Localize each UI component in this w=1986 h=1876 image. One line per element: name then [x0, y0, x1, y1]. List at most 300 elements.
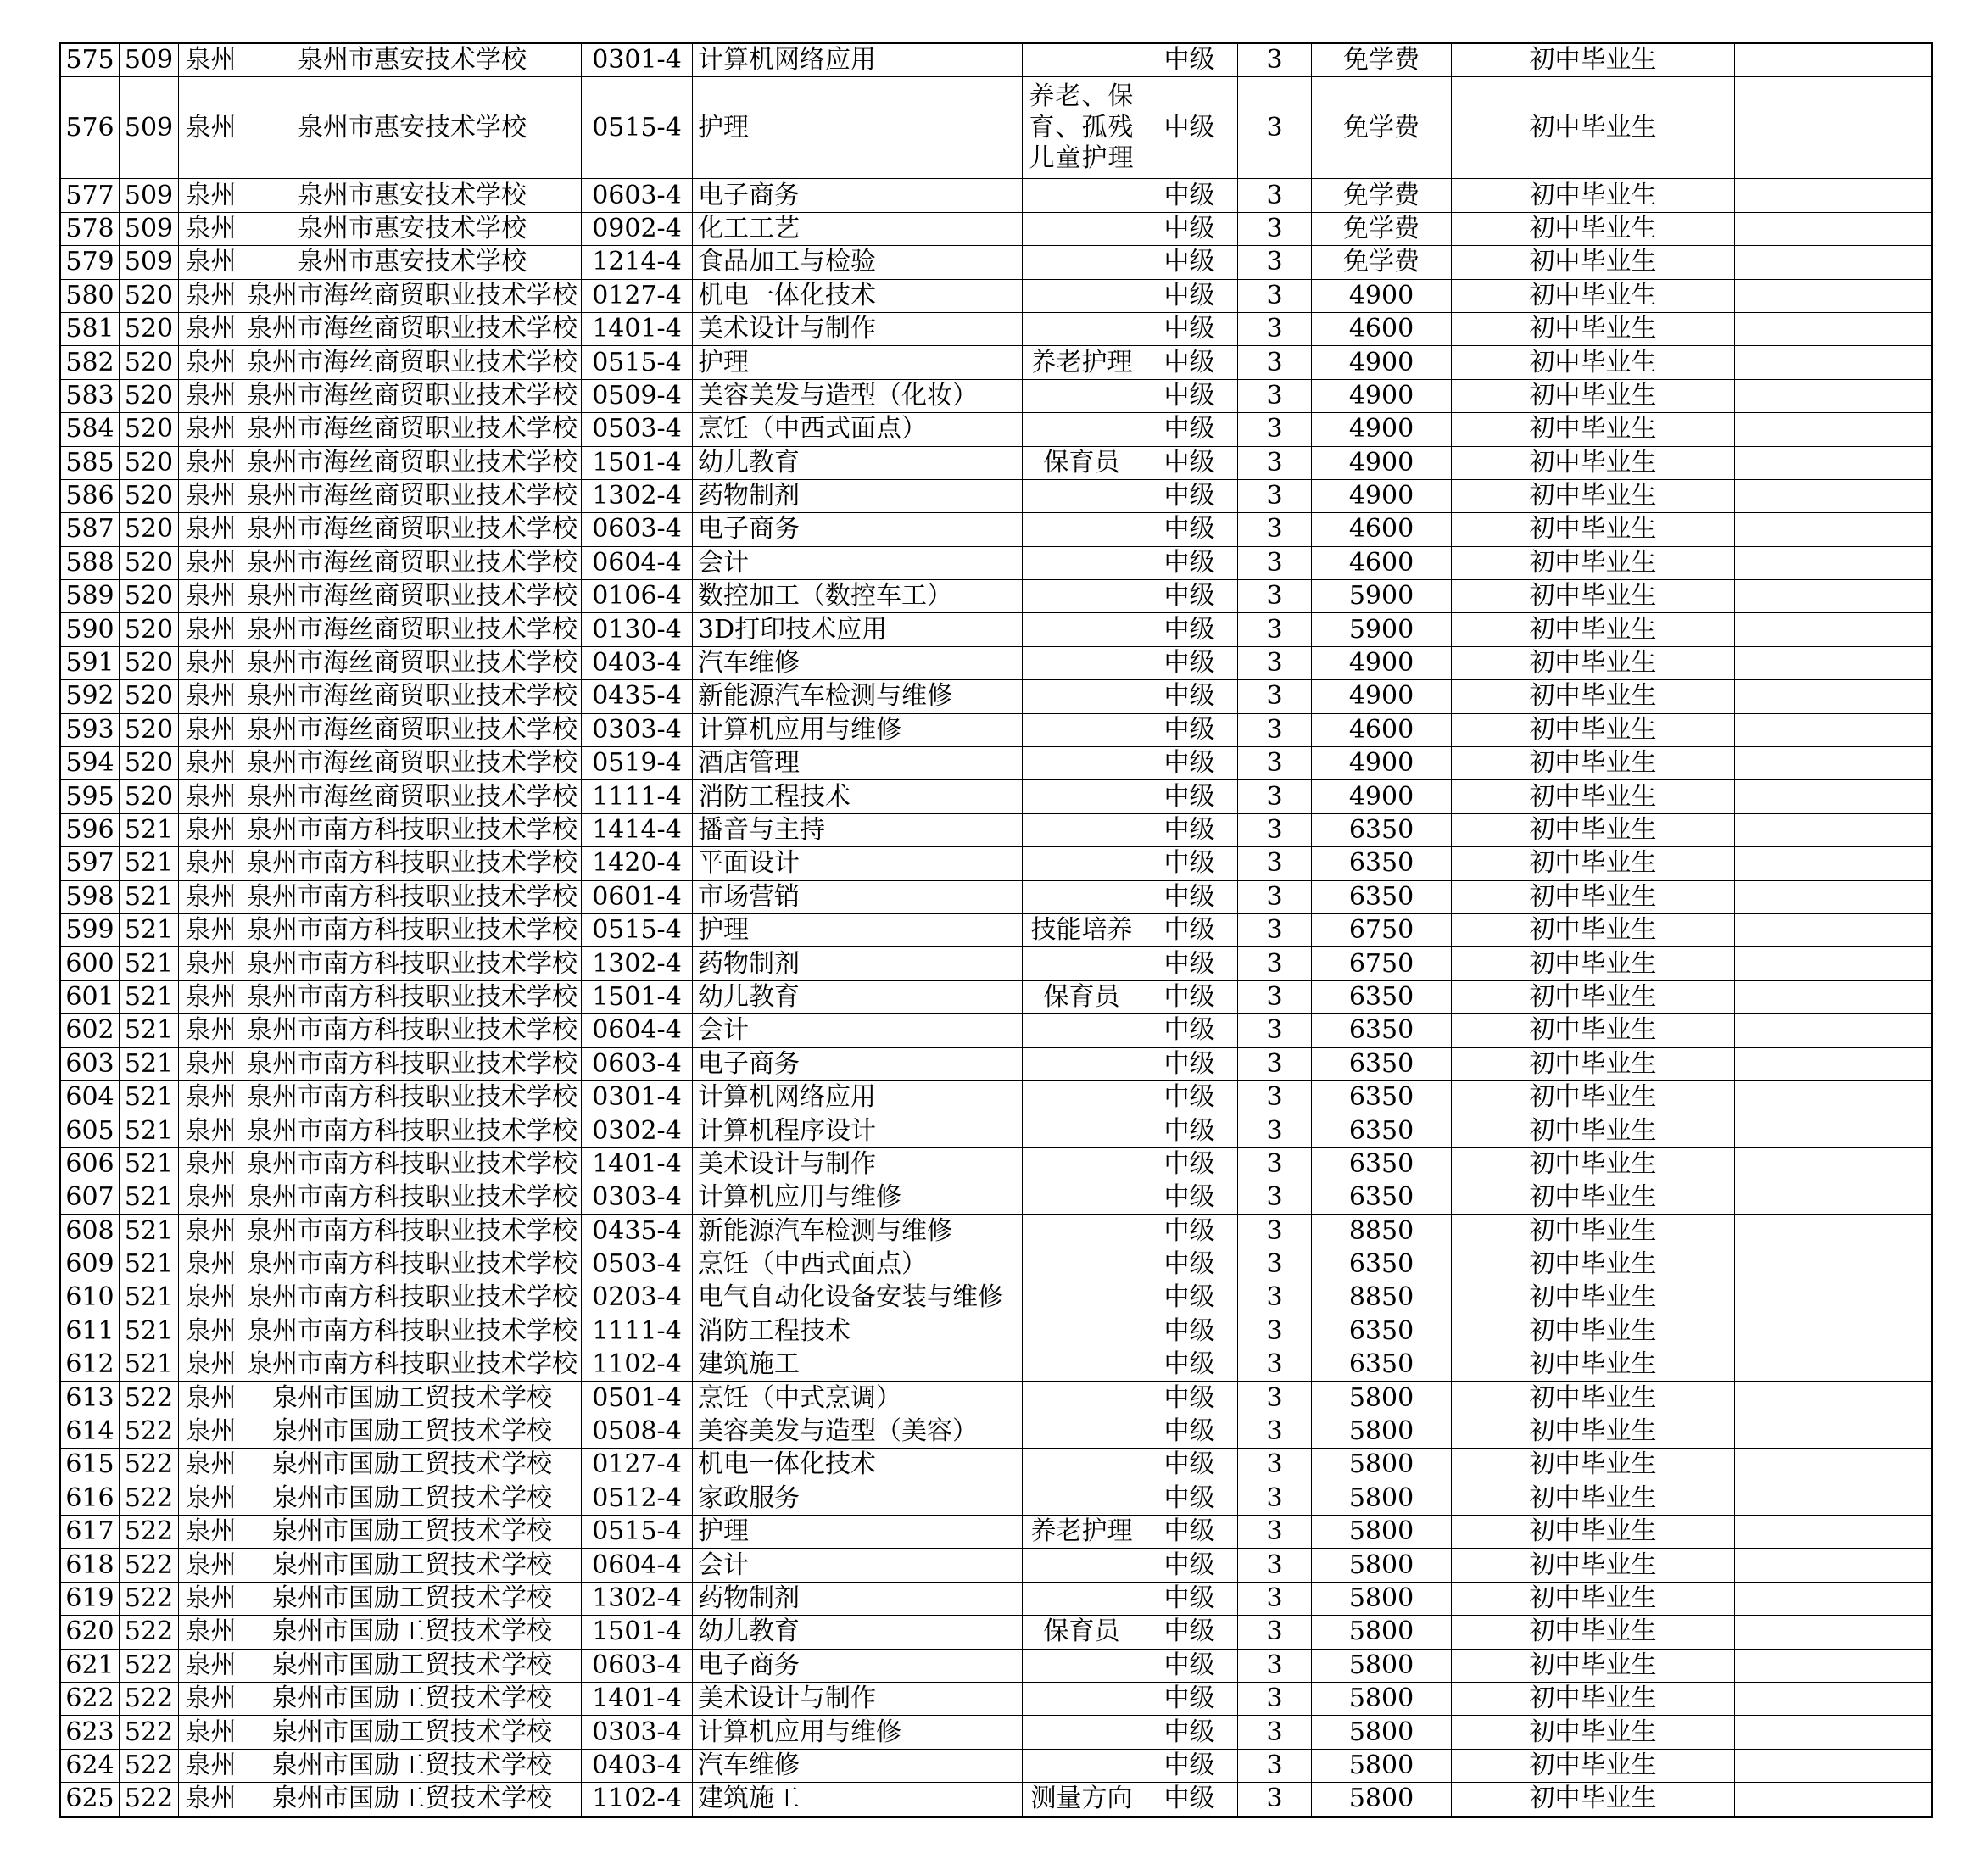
row-number-cell: 579 — [60, 246, 120, 279]
table-row — [60, 1114, 1933, 1147]
enrollment-target-cell: 初中毕业生 — [1452, 1181, 1735, 1214]
city-cell: 泉州 — [179, 413, 243, 446]
table-row — [60, 980, 1933, 1013]
level-cell: 中级 — [1141, 1315, 1238, 1348]
school-code-cell: 509 — [120, 212, 179, 245]
tuition-cell: 4600 — [1312, 713, 1452, 746]
tuition-cell: 6750 — [1312, 947, 1452, 980]
major-name-cell: 电子商务 — [693, 179, 1023, 212]
major-code-cell: 0603-4 — [582, 513, 693, 546]
table-row — [60, 212, 1933, 245]
city-cell: 泉州 — [179, 1549, 243, 1582]
school-name-cell: 泉州市海丝商贸职业技术学校 — [243, 546, 582, 579]
remarks-cell — [1735, 1214, 1933, 1248]
enrollment-target-cell: 初中毕业生 — [1452, 1382, 1735, 1415]
enrollment-target-cell: 初中毕业生 — [1452, 1415, 1735, 1448]
row-number-cell: 600 — [60, 947, 120, 980]
table-row — [60, 1348, 1933, 1382]
years-cell: 3 — [1238, 1348, 1312, 1382]
table-row — [60, 312, 1933, 345]
major-name-cell: 3D打印技术应用 — [693, 613, 1023, 646]
school-code-cell: 521 — [120, 1080, 179, 1114]
city-cell: 泉州 — [179, 77, 243, 179]
school-code-cell: 520 — [120, 713, 179, 746]
school-name-cell: 泉州市海丝商贸职业技术学校 — [243, 680, 582, 713]
level-cell: 中级 — [1141, 747, 1238, 780]
table-row — [60, 1682, 1933, 1715]
level-cell: 中级 — [1141, 1080, 1238, 1114]
row-number-cell: 594 — [60, 747, 120, 780]
major-name-cell: 消防工程技术 — [693, 780, 1023, 813]
city-cell: 泉州 — [179, 1047, 243, 1080]
direction-note-cell — [1023, 1716, 1141, 1749]
remarks-cell — [1735, 780, 1933, 813]
major-code-cell: 1501-4 — [582, 980, 693, 1013]
tuition-cell: 6350 — [1312, 847, 1452, 880]
tuition-cell: 免学费 — [1312, 179, 1452, 212]
level-cell: 中级 — [1141, 680, 1238, 713]
direction-note-cell — [1023, 479, 1141, 512]
school-code-cell: 521 — [120, 847, 179, 880]
tuition-cell: 6350 — [1312, 1014, 1452, 1047]
city-cell: 泉州 — [179, 312, 243, 345]
school-code-cell: 520 — [120, 546, 179, 579]
table-row — [60, 1315, 1933, 1348]
city-cell: 泉州 — [179, 880, 243, 913]
school-code-cell: 522 — [120, 1783, 179, 1817]
major-name-cell: 护理 — [693, 1516, 1023, 1549]
years-cell: 3 — [1238, 413, 1312, 446]
school-name-cell: 泉州市海丝商贸职业技术学校 — [243, 747, 582, 780]
city-cell: 泉州 — [179, 1114, 243, 1147]
enrollment-target-cell: 初中毕业生 — [1452, 646, 1735, 679]
remarks-cell — [1735, 1516, 1933, 1549]
city-cell: 泉州 — [179, 1482, 243, 1515]
major-name-cell: 电子商务 — [693, 1047, 1023, 1080]
major-code-cell: 0503-4 — [582, 413, 693, 446]
major-name-cell: 烹饪（中式烹调） — [693, 1382, 1023, 1415]
major-name-cell: 幼儿教育 — [693, 446, 1023, 479]
tuition-cell: 4900 — [1312, 479, 1452, 512]
major-name-cell: 汽车维修 — [693, 646, 1023, 679]
school-name-cell: 泉州市国励工贸技术学校 — [243, 1783, 582, 1817]
row-number-cell: 604 — [60, 1080, 120, 1114]
enrollment-target-cell: 初中毕业生 — [1452, 1682, 1735, 1715]
direction-note-cell — [1023, 1549, 1141, 1582]
major-code-cell: 0601-4 — [582, 880, 693, 913]
direction-note-cell — [1023, 646, 1141, 679]
remarks-cell — [1735, 1749, 1933, 1782]
major-name-cell: 护理 — [693, 77, 1023, 179]
remarks-cell — [1735, 1181, 1933, 1214]
remarks-cell — [1735, 947, 1933, 980]
direction-note-cell — [1023, 513, 1141, 546]
school-name-cell: 泉州市国励工贸技术学校 — [243, 1716, 582, 1749]
level-cell: 中级 — [1141, 1281, 1238, 1315]
school-code-cell: 521 — [120, 1181, 179, 1214]
major-code-cell: 1302-4 — [582, 1582, 693, 1615]
direction-note-cell — [1023, 1047, 1141, 1080]
years-cell: 3 — [1238, 1649, 1312, 1682]
major-name-cell: 计算机网络应用 — [693, 1080, 1023, 1114]
years-cell: 3 — [1238, 680, 1312, 713]
level-cell: 中级 — [1141, 913, 1238, 946]
years-cell: 3 — [1238, 1549, 1312, 1582]
remarks-cell — [1735, 1482, 1933, 1515]
major-name-cell: 新能源汽车检测与维修 — [693, 1214, 1023, 1248]
school-code-cell: 520 — [120, 446, 179, 479]
major-name-cell: 计算机应用与维修 — [693, 1181, 1023, 1214]
row-number-cell: 586 — [60, 479, 120, 512]
major-code-cell: 0501-4 — [582, 1382, 693, 1415]
row-number-cell: 584 — [60, 413, 120, 446]
row-number-cell: 596 — [60, 813, 120, 846]
direction-note-cell — [1023, 1682, 1141, 1715]
row-number-cell: 616 — [60, 1482, 120, 1515]
school-code-cell: 520 — [120, 312, 179, 345]
remarks-cell — [1735, 1582, 1933, 1615]
tuition-cell: 5800 — [1312, 1716, 1452, 1749]
school-name-cell: 泉州市国励工贸技术学校 — [243, 1749, 582, 1782]
major-code-cell: 0603-4 — [582, 1047, 693, 1080]
years-cell: 3 — [1238, 1716, 1312, 1749]
level-cell: 中级 — [1141, 346, 1238, 379]
tuition-cell: 5800 — [1312, 1682, 1452, 1715]
city-cell: 泉州 — [179, 346, 243, 379]
enrollment-target-cell: 初中毕业生 — [1452, 580, 1735, 613]
level-cell: 中级 — [1141, 77, 1238, 179]
years-cell: 3 — [1238, 43, 1312, 77]
enrollment-target-cell: 初中毕业生 — [1452, 312, 1735, 345]
school-name-cell: 泉州市国励工贸技术学校 — [243, 1516, 582, 1549]
school-code-cell: 521 — [120, 980, 179, 1013]
years-cell: 3 — [1238, 312, 1312, 345]
major-code-cell: 0508-4 — [582, 1415, 693, 1448]
city-cell: 泉州 — [179, 713, 243, 746]
major-code-cell: 0302-4 — [582, 1114, 693, 1147]
enrollment-target-cell: 初中毕业生 — [1452, 1582, 1735, 1615]
major-code-cell: 1302-4 — [582, 947, 693, 980]
enrollment-target-cell: 初中毕业生 — [1452, 1147, 1735, 1181]
table-row — [60, 413, 1933, 446]
tuition-cell: 6350 — [1312, 1047, 1452, 1080]
years-cell: 3 — [1238, 847, 1312, 880]
city-cell: 泉州 — [179, 1649, 243, 1682]
enrollment-target-cell: 初中毕业生 — [1452, 1749, 1735, 1782]
major-code-cell: 0515-4 — [582, 913, 693, 946]
school-code-cell: 522 — [120, 1749, 179, 1782]
tuition-cell: 8850 — [1312, 1281, 1452, 1315]
remarks-cell — [1735, 446, 1933, 479]
remarks-cell — [1735, 279, 1933, 312]
table-row — [60, 580, 1933, 613]
direction-note-cell — [1023, 246, 1141, 279]
tuition-cell: 6350 — [1312, 1080, 1452, 1114]
remarks-cell — [1735, 179, 1933, 212]
tuition-cell: 5800 — [1312, 1415, 1452, 1448]
years-cell: 3 — [1238, 1783, 1312, 1817]
enrollment-target-cell: 初中毕业生 — [1452, 1248, 1735, 1281]
enrollment-target-cell: 初中毕业生 — [1452, 43, 1735, 77]
remarks-cell — [1735, 1248, 1933, 1281]
table-row — [60, 1749, 1933, 1782]
table-row — [60, 1449, 1933, 1482]
city-cell: 泉州 — [179, 1014, 243, 1047]
tuition-cell: 5800 — [1312, 1482, 1452, 1515]
level-cell: 中级 — [1141, 980, 1238, 1013]
school-name-cell: 泉州市惠安技术学校 — [243, 212, 582, 245]
enrollment-target-cell: 初中毕业生 — [1452, 947, 1735, 980]
school-code-cell: 520 — [120, 580, 179, 613]
remarks-cell — [1735, 680, 1933, 713]
remarks-cell — [1735, 713, 1933, 746]
years-cell: 3 — [1238, 713, 1312, 746]
major-name-cell: 建筑施工 — [693, 1783, 1023, 1817]
tuition-cell: 5900 — [1312, 580, 1452, 613]
school-name-cell: 泉州市南方科技职业技术学校 — [243, 1348, 582, 1382]
level-cell: 中级 — [1141, 646, 1238, 679]
level-cell: 中级 — [1141, 1549, 1238, 1582]
school-code-cell: 522 — [120, 1382, 179, 1415]
level-cell: 中级 — [1141, 1248, 1238, 1281]
major-name-cell: 会计 — [693, 1014, 1023, 1047]
direction-note-cell — [1023, 312, 1141, 345]
major-code-cell: 1401-4 — [582, 1147, 693, 1181]
years-cell: 3 — [1238, 613, 1312, 646]
school-name-cell: 泉州市海丝商贸职业技术学校 — [243, 780, 582, 813]
school-code-cell: 521 — [120, 1281, 179, 1315]
table-row — [60, 1014, 1933, 1047]
enrollment-target-cell: 初中毕业生 — [1452, 513, 1735, 546]
row-number-cell: 577 — [60, 179, 120, 212]
level-cell: 中级 — [1141, 312, 1238, 345]
school-code-cell: 521 — [120, 813, 179, 846]
remarks-cell — [1735, 1014, 1933, 1047]
city-cell: 泉州 — [179, 212, 243, 245]
table-body — [60, 43, 1933, 1817]
direction-note-cell — [1023, 947, 1141, 980]
tuition-cell: 5800 — [1312, 1582, 1452, 1615]
tuition-cell: 免学费 — [1312, 77, 1452, 179]
direction-note-cell — [1023, 1415, 1141, 1448]
row-number-cell: 583 — [60, 379, 120, 412]
school-name-cell: 泉州市海丝商贸职业技术学校 — [243, 646, 582, 679]
tuition-cell: 4900 — [1312, 780, 1452, 813]
enrollment-target-cell: 初中毕业生 — [1452, 346, 1735, 379]
city-cell: 泉州 — [179, 246, 243, 279]
row-number-cell: 614 — [60, 1415, 120, 1448]
row-number-cell: 603 — [60, 1047, 120, 1080]
major-code-cell: 0301-4 — [582, 43, 693, 77]
table-row — [60, 1214, 1933, 1248]
major-name-cell: 烹饪（中西式面点） — [693, 1248, 1023, 1281]
school-code-cell: 522 — [120, 1482, 179, 1515]
direction-note-cell — [1023, 680, 1141, 713]
direction-note-cell: 测量方向 — [1023, 1783, 1141, 1817]
tuition-cell: 5800 — [1312, 1449, 1452, 1482]
direction-note-cell — [1023, 1114, 1141, 1147]
major-name-cell: 汽车维修 — [693, 1749, 1023, 1782]
school-code-cell: 509 — [120, 179, 179, 212]
city-cell: 泉州 — [179, 1315, 243, 1348]
school-code-cell: 520 — [120, 379, 179, 412]
years-cell: 3 — [1238, 1449, 1312, 1482]
school-code-cell: 520 — [120, 279, 179, 312]
row-number-cell: 624 — [60, 1749, 120, 1782]
major-code-cell: 1420-4 — [582, 847, 693, 880]
row-number-cell: 585 — [60, 446, 120, 479]
enrollment-target-cell: 初中毕业生 — [1452, 613, 1735, 646]
table-row — [60, 947, 1933, 980]
table-row — [60, 1415, 1933, 1448]
years-cell: 3 — [1238, 1315, 1312, 1348]
table-row — [60, 43, 1933, 77]
tuition-cell: 5800 — [1312, 1783, 1452, 1817]
row-number-cell: 601 — [60, 980, 120, 1013]
major-name-cell: 美容美发与造型（美容） — [693, 1415, 1023, 1448]
enrollment-target-cell: 初中毕业生 — [1452, 813, 1735, 846]
direction-note-cell — [1023, 1382, 1141, 1415]
tuition-cell: 6350 — [1312, 1181, 1452, 1214]
direction-note-cell — [1023, 880, 1141, 913]
school-name-cell: 泉州市海丝商贸职业技术学校 — [243, 312, 582, 345]
major-code-cell: 0301-4 — [582, 1080, 693, 1114]
remarks-cell — [1735, 813, 1933, 846]
table-row — [60, 1382, 1933, 1415]
major-name-cell: 护理 — [693, 346, 1023, 379]
remarks-cell — [1735, 246, 1933, 279]
enrollment-target-cell: 初中毕业生 — [1452, 1214, 1735, 1248]
school-name-cell: 泉州市国励工贸技术学校 — [243, 1682, 582, 1715]
major-code-cell: 0303-4 — [582, 713, 693, 746]
tuition-cell: 免学费 — [1312, 212, 1452, 245]
school-name-cell: 泉州市国励工贸技术学校 — [243, 1482, 582, 1515]
major-name-cell: 护理 — [693, 913, 1023, 946]
major-name-cell: 播音与主持 — [693, 813, 1023, 846]
level-cell: 中级 — [1141, 1047, 1238, 1080]
tuition-cell: 6350 — [1312, 880, 1452, 913]
remarks-cell — [1735, 379, 1933, 412]
row-number-cell: 593 — [60, 713, 120, 746]
school-name-cell: 泉州市国励工贸技术学校 — [243, 1649, 582, 1682]
row-number-cell: 591 — [60, 646, 120, 679]
school-code-cell: 520 — [120, 479, 179, 512]
school-name-cell: 泉州市海丝商贸职业技术学校 — [243, 479, 582, 512]
school-name-cell: 泉州市南方科技职业技术学校 — [243, 1315, 582, 1348]
school-name-cell: 泉州市海丝商贸职业技术学校 — [243, 446, 582, 479]
city-cell: 泉州 — [179, 747, 243, 780]
tuition-cell: 4900 — [1312, 413, 1452, 446]
city-cell: 泉州 — [179, 379, 243, 412]
years-cell: 3 — [1238, 479, 1312, 512]
major-name-cell: 幼儿教育 — [693, 980, 1023, 1013]
major-code-cell: 1102-4 — [582, 1348, 693, 1382]
table-row — [60, 1616, 1933, 1649]
city-cell: 泉州 — [179, 980, 243, 1013]
school-name-cell: 泉州市海丝商贸职业技术学校 — [243, 379, 582, 412]
enrollment-target-cell: 初中毕业生 — [1452, 847, 1735, 880]
major-code-cell: 1111-4 — [582, 780, 693, 813]
school-name-cell: 泉州市国励工贸技术学校 — [243, 1616, 582, 1649]
major-code-cell: 1102-4 — [582, 1783, 693, 1817]
remarks-cell — [1735, 613, 1933, 646]
direction-note-cell: 技能培养 — [1023, 913, 1141, 946]
enrollment-target-cell: 初中毕业生 — [1452, 1549, 1735, 1582]
tuition-cell: 6350 — [1312, 1315, 1452, 1348]
level-cell: 中级 — [1141, 1682, 1238, 1715]
direction-note-cell: 养老护理 — [1023, 346, 1141, 379]
school-name-cell: 泉州市国励工贸技术学校 — [243, 1415, 582, 1448]
years-cell: 3 — [1238, 346, 1312, 379]
years-cell: 3 — [1238, 1114, 1312, 1147]
city-cell: 泉州 — [179, 1214, 243, 1248]
school-code-cell: 520 — [120, 680, 179, 713]
major-code-cell: 0515-4 — [582, 1516, 693, 1549]
school-code-cell: 509 — [120, 77, 179, 179]
tuition-cell: 4900 — [1312, 346, 1452, 379]
school-code-cell: 520 — [120, 513, 179, 546]
table-row — [60, 646, 1933, 679]
enrollment-target-cell: 初中毕业生 — [1452, 77, 1735, 179]
enrollment-table — [59, 42, 1933, 1818]
school-name-cell: 泉州市国励工贸技术学校 — [243, 1549, 582, 1582]
city-cell: 泉州 — [179, 1682, 243, 1715]
level-cell: 中级 — [1141, 446, 1238, 479]
row-number-cell: 620 — [60, 1616, 120, 1649]
table-row — [60, 1181, 1933, 1214]
row-number-cell: 609 — [60, 1248, 120, 1281]
school-name-cell: 泉州市南方科技职业技术学校 — [243, 913, 582, 946]
school-code-cell: 522 — [120, 1682, 179, 1715]
major-code-cell: 1111-4 — [582, 1315, 693, 1348]
enrollment-target-cell: 初中毕业生 — [1452, 1281, 1735, 1315]
remarks-cell — [1735, 847, 1933, 880]
tuition-cell: 5800 — [1312, 1516, 1452, 1549]
years-cell: 3 — [1238, 947, 1312, 980]
direction-note-cell — [1023, 413, 1141, 446]
major-name-cell: 电子商务 — [693, 513, 1023, 546]
major-code-cell: 0604-4 — [582, 1549, 693, 1582]
major-name-cell: 计算机应用与维修 — [693, 713, 1023, 746]
direction-note-cell — [1023, 1214, 1141, 1248]
school-code-cell: 521 — [120, 880, 179, 913]
major-name-cell: 美术设计与制作 — [693, 312, 1023, 345]
city-cell: 泉州 — [179, 580, 243, 613]
major-code-cell: 1501-4 — [582, 1616, 693, 1649]
school-name-cell: 泉州市南方科技职业技术学校 — [243, 1114, 582, 1147]
level-cell: 中级 — [1141, 613, 1238, 646]
school-code-cell: 520 — [120, 780, 179, 813]
remarks-cell — [1735, 513, 1933, 546]
major-name-cell: 美容美发与造型（化妆） — [693, 379, 1023, 412]
enrollment-target-cell: 初中毕业生 — [1452, 1482, 1735, 1515]
row-number-cell: 592 — [60, 680, 120, 713]
major-name-cell: 计算机应用与维修 — [693, 1716, 1023, 1749]
level-cell: 中级 — [1141, 813, 1238, 846]
major-name-cell: 电子商务 — [693, 1649, 1023, 1682]
table-row — [60, 77, 1933, 179]
table-row — [60, 1080, 1933, 1114]
school-code-cell: 522 — [120, 1616, 179, 1649]
school-name-cell: 泉州市南方科技职业技术学校 — [243, 813, 582, 846]
school-name-cell: 泉州市南方科技职业技术学校 — [243, 1214, 582, 1248]
school-code-cell: 509 — [120, 43, 179, 77]
years-cell: 3 — [1238, 1616, 1312, 1649]
tuition-cell: 6350 — [1312, 813, 1452, 846]
table-row — [60, 1649, 1933, 1682]
table-row — [60, 713, 1933, 746]
remarks-cell — [1735, 880, 1933, 913]
